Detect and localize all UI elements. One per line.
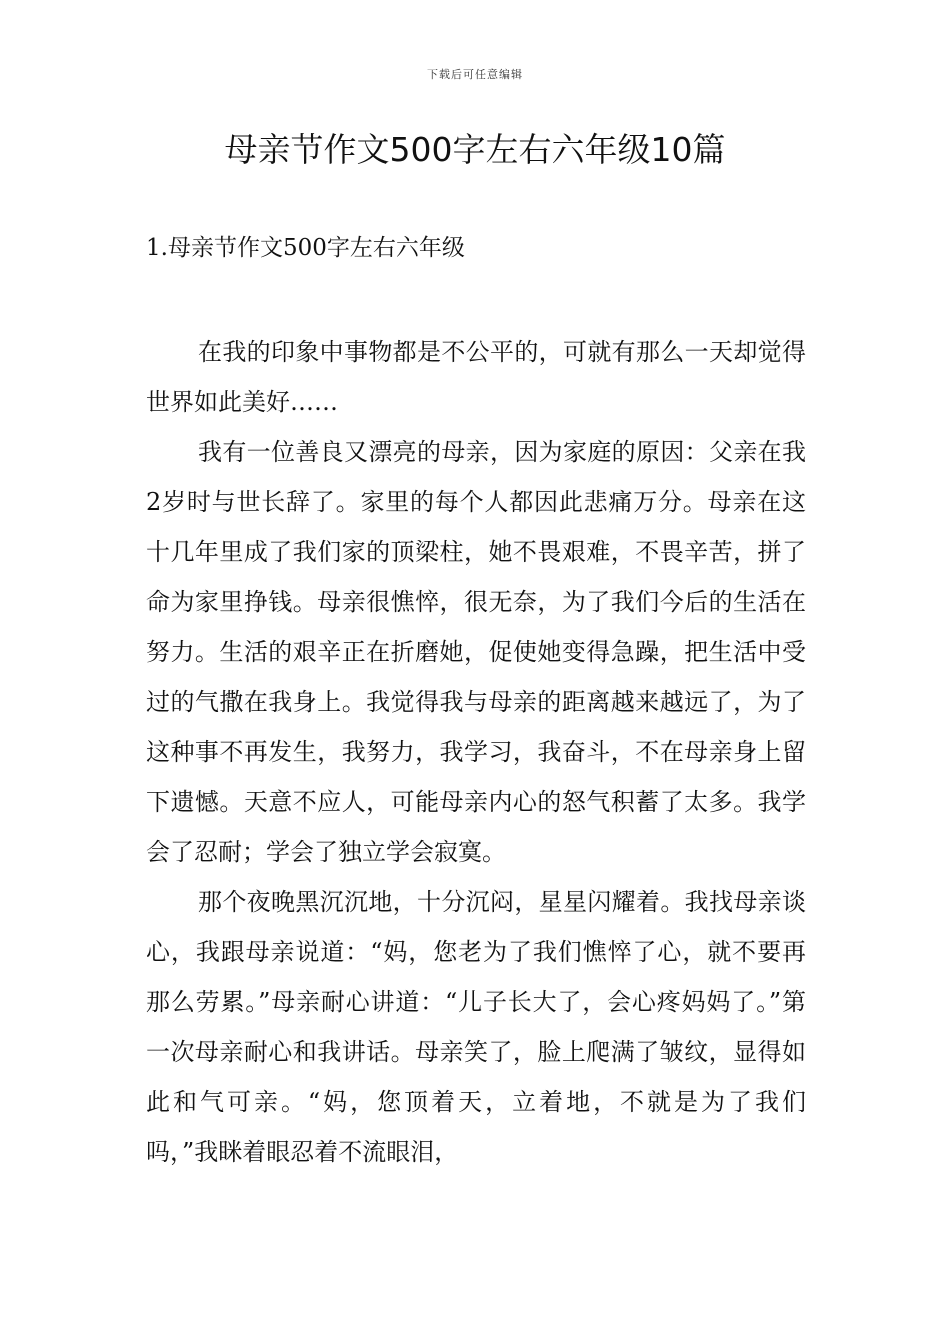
article-body xyxy=(146,327,806,1177)
document-title: 母亲节作文500字左右六年级10篇 xyxy=(224,130,726,169)
header-note: 下载后可任意编辑 xyxy=(427,68,523,81)
paragraph-2: 我有一位善良又漂亮的母亲，因为家庭的原因：父亲在我2岁时与世长辞了。家里的每个人都因此悲痛万分。母亲在这十几年里成了我们家的顶梁柱，她不畏艰难，不畏辛苦，拼了命为家里挣钱。母亲很憔悴，很无奈，为了我们今后的生活在努力。生活的艰辛正在折磨她，促使她变得急躁，把生活中受过的气撒在我身上。我觉得我与母亲的距离越来越远了，为了这种事不再发生，我努力，我学习，我奋斗，不在母亲身上留下遗憾。天意不应人，可能母亲内心的怒气积蓄了太多。我学会了忍耐；学会了独立学会寂寞。 xyxy=(146,438,806,866)
paragraph-1: 在我的印象中事物都是不公平的，可就有那么一天却觉得世界如此美好…… xyxy=(146,338,806,416)
paragraph-3: 那个夜晚黑沉沉地，十分沉闷，星星闪耀着。我找母亲谈心，我跟母亲说道：“妈，您老为了我们憔悴了心，就不要再那么劳累。”母亲耐心讲道：“儿子长大了，会心疼妈妈了。”第一次母亲耐心和我讲话。母亲笑了，脸上爬满了皱纹，显得如此和气可亲。“妈，您顶着天，立着地，不就是为了我们吗，”我眯着眼忍着不流眼泪， xyxy=(146,888,806,1166)
section-heading: 1.母亲节作文500字左右六年级 xyxy=(146,235,465,261)
